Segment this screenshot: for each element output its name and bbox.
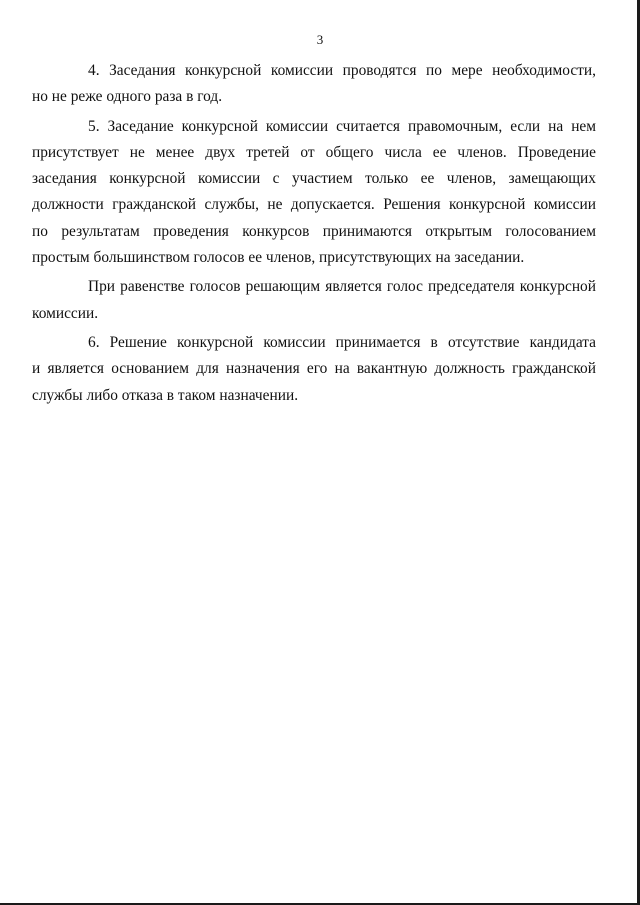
text-line: должности гражданской службы, не допускается. Решения конкурсной комиссии (32, 196, 596, 214)
text-line: заседания конкурсной комиссии с участием только ее членов, замещающих (32, 170, 596, 188)
document-body (32, 58, 596, 412)
text-line: При равенстве голосов решающим является голос председателя конкурсной (88, 278, 596, 296)
paragraph-6 (32, 330, 596, 409)
text-line: комиссии. (32, 304, 99, 322)
page-number: 3 (316, 32, 324, 47)
text-line: 4. Заседания конкурсной комиссии проводятся по мере необходимости, (88, 62, 596, 79)
paragraph-5 (32, 114, 596, 272)
text-line: службы либо отказа в таком назначении. (32, 386, 299, 404)
text-line: простым большинством голосов ее членов, присутствующих на заседании. (32, 249, 525, 267)
text-line: 5. Заседание конкурсной комиссии считается правомочным, если на нем (88, 117, 596, 135)
text-line: присутствует не менее двух третей от общего числа ее членов. Проведение (32, 143, 596, 161)
paragraph-5-continued (32, 274, 596, 327)
text-line: по результатам проведения конкурсов принимаются открытым голосованием (32, 222, 596, 240)
text-line: и является основанием для назначения его на вакантную должность гражданской (32, 360, 596, 378)
text-line: 6. Решение конкурсной комиссии принимается в отсутствие кандидата (88, 333, 596, 351)
paragraph-4 (32, 58, 596, 111)
text-line: но не реже одного раза в год. (32, 88, 223, 106)
